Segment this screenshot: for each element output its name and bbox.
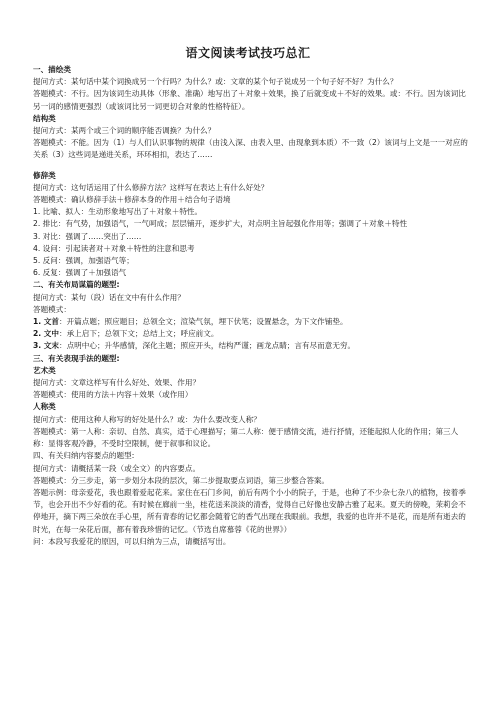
list-item: 1. 比喻、拟人：生动形象地写出了＋对象＋特性。 <box>33 207 203 217</box>
section-heading-structure: 结构类 <box>33 113 56 123</box>
item-text: ：点明中心；升华感情，深化主题；照应开头，结构严谨；画龙点睛；言有尽而意无穷。 <box>59 341 356 351</box>
list-item <box>33 340 468 352</box>
answer-pattern: 答题模式：不能。因为（1）与人们认识事物的规律（由浅入深、由表入里、由现象到本质）不一致（2）该词与上文是一一对应的关系（3）这些词是递进关系，环环相扣，表达了…… <box>33 138 468 160</box>
list-item: 4. 设问：引起读者对＋对象＋特性的注意和思考 <box>33 243 195 253</box>
list-item: 2. 排比：有气势，加强语气，一气呵成；层层铺开，逐步扩大，对点明主旨起强化作用等；强调了＋对象＋特性 <box>33 219 408 229</box>
item-label: 3. 文末 <box>33 341 59 351</box>
item-text: ：开篇点题；照应题目；总领全文；渲染气氛，埋下伏笔；设置悬念，为下文作铺垫。 <box>59 317 348 327</box>
section-heading-rhetoric: 修辞类 <box>33 170 56 180</box>
question-pattern: 提问方式：使用这种人称写的好处是什么？或：为什么要改变人称？ <box>33 414 261 424</box>
item-label: 2. 文中 <box>33 329 59 339</box>
list-item: 6. 反复：强调了＋加强语气 <box>33 268 127 278</box>
question-pattern: 提问方式：某句话中某个词换成另一个行吗？为什么？或：文章的某个句子说成另一个句子好不好？为什么？ <box>33 77 398 87</box>
item-text: ：承上启下；总领下文；总结上文；呼应前文。 <box>59 329 219 339</box>
answer-example: 答题示例：母亲爱花，我也跟着爱起花来。家住在石门乡间，前后有两个小小的院子，于是，也种了不少杂七杂八的植物，按着季节，也会开出不少好看的花。有时候在廊前一坐，桂花送来淡淡的清香，觉得自己好像也安静古雅了起来。夏天的傍晚，茉莉会不停地开，摘下两三朵放在手心里，所有青春的记忆都会随着它的香气出现在我眼前。我想，我爱的也许并不是花，而是所有逝去的时光，在每一朵花后面，都有着我珍惜的记忆。（节选自席慕蓉《花的世界》） <box>33 487 466 534</box>
question-pattern: 提问方式：文章这样写有什么好处、效果、作用？ <box>33 378 201 388</box>
answer-pattern: 答题模式：分三步走，第一步划分本段的层次，第二步提取要点词语，第三步整合答案。 <box>33 475 330 485</box>
section-heading-description: 一、描绘类 <box>33 65 71 74</box>
list-item <box>33 316 468 328</box>
answer-pattern: 答题模式： <box>33 304 71 314</box>
subheading-person: 人称类 <box>33 402 56 412</box>
page-title: 语文阅读考试技巧总汇 <box>185 46 311 60</box>
section-heading-technique: 三、有关表现手法的题型: <box>33 353 120 363</box>
document-body <box>33 64 468 548</box>
answer-pattern: 答题模式：第一人称：亲切、自然、真实，适于心理描写；第二人称：便于感情交流，进行抒情，还能起拟人化的作用；第三人称：显得客观冷静，不受时空限制，便于叙事和议论。 <box>33 426 459 449</box>
question-pattern: 提问方式：这句话运用了什么修辞方法？这样写在表达上有什么好处？ <box>33 182 269 192</box>
list-item <box>33 328 468 340</box>
section-heading-layout: 二、有关布局谋篇的题型: <box>33 280 120 290</box>
subheading-art: 艺术类 <box>33 365 56 375</box>
list-item: 3. 对比：强调了……突出了…… <box>33 231 142 241</box>
question-pattern: 提问方式：请概括某一段（或全文）的内容要点。 <box>33 463 201 473</box>
item-label: 1. 文首 <box>33 317 59 327</box>
section-heading-summary: 四、有关归纳内容要点的题型: <box>33 451 135 461</box>
exercise-question: 问：本段写我爱花的原因，可以归纳为三点，请概括写出。 <box>33 536 231 546</box>
answer-pattern: 答题模式：确认修辞手法＋修辞本身的作用＋结合句子语境 <box>33 195 231 205</box>
question-pattern: 提问方式：某句（段）话在文中有什么作用？ <box>33 292 185 302</box>
question-pattern: 提问方式：某两个或三个词的顺序能否调换？为什么？ <box>33 126 216 136</box>
list-item: 5. 反问：强调，加强语气等； <box>33 256 134 266</box>
answer-pattern: 答题模式：使用的方法＋内容＋效果（或作用） <box>33 390 193 400</box>
answer-pattern: 答题模式：不行。因为该词生动具体（形象、准确）地写出了＋对象＋效果，换了后就变成＋不好的效果。或：不行。因为该词比另一词的感情更强烈（或该词比另一词更切合对象的性格特征）。 <box>33 89 466 111</box>
